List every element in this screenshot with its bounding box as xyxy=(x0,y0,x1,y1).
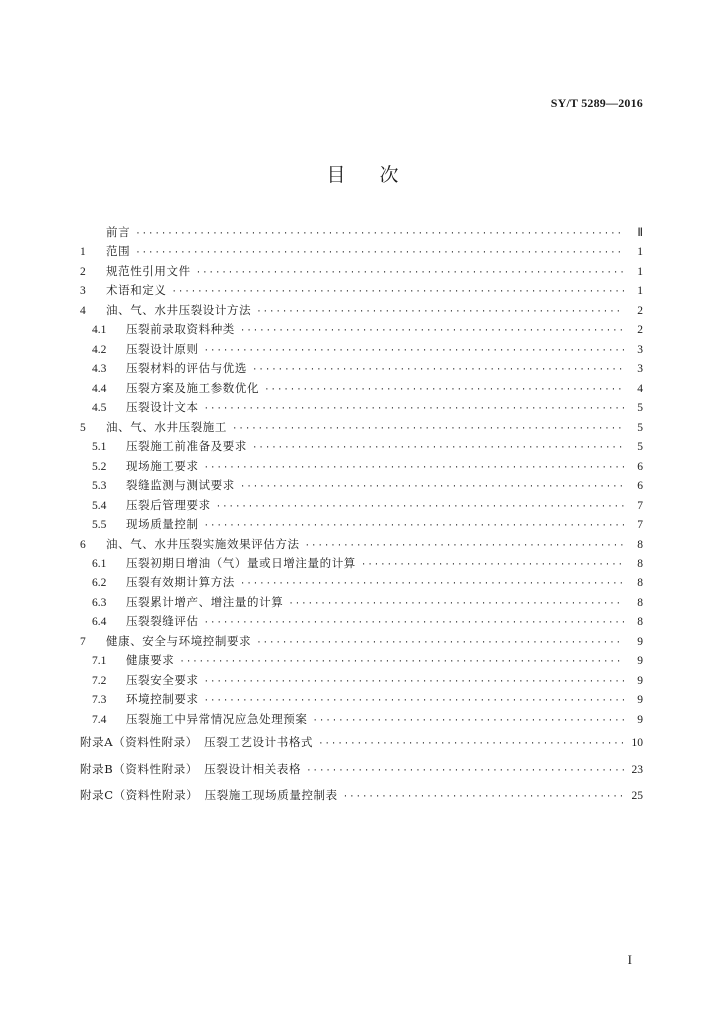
toc-text: 压裂前录取资料种类 xyxy=(126,322,235,337)
toc-leader xyxy=(318,731,624,758)
toc-text: 压裂安全要求 xyxy=(126,672,199,687)
toc-text: 附录B（资料性附录） 压裂设计相关表格 xyxy=(80,761,302,776)
toc-text: 附录C（资料性附录） 压裂施工现场质量控制表 xyxy=(80,788,338,803)
toc-text: 压裂初期日增油（气）量或日增注量的计算 xyxy=(126,555,356,570)
toc-text: 现场施工要求 xyxy=(126,458,199,473)
table-of-contents xyxy=(80,223,643,809)
toc-page: 8 xyxy=(637,596,643,609)
toc-page: 8 xyxy=(637,557,643,570)
toc-subentry[interactable] xyxy=(80,554,643,573)
toc-page: 9 xyxy=(637,655,643,668)
toc-entry[interactable] xyxy=(80,535,643,554)
toc-text: 压裂材料的评估与优选 xyxy=(126,361,247,376)
toc-page: 3 xyxy=(637,363,643,376)
toc-subentry[interactable] xyxy=(80,496,643,515)
toc-page: 7 xyxy=(637,499,643,512)
toc-subentry[interactable] xyxy=(80,612,643,631)
toc-page: 4 xyxy=(637,382,643,395)
toc-text: 油、气、水井压裂施工 xyxy=(106,419,227,434)
toc-subentry[interactable] xyxy=(80,593,643,612)
toc-text: 裂缝监测与测试要求 xyxy=(126,478,235,493)
toc-entry[interactable] xyxy=(80,301,643,320)
toc-page: 2 xyxy=(637,324,643,337)
toc-number: 4.1 xyxy=(92,324,107,337)
toc-number: 7.2 xyxy=(92,674,107,687)
toc-text: 压裂方案及施工参数优化 xyxy=(126,380,260,395)
toc-text: 压裂施工前准备及要求 xyxy=(126,439,247,454)
toc-text: 压裂裂缝评估 xyxy=(126,614,199,629)
toc-subentry[interactable] xyxy=(80,359,643,378)
toc-page: 9 xyxy=(637,713,643,726)
toc-text: 健康要求 xyxy=(126,653,175,668)
toc-page: 1 xyxy=(637,265,643,278)
toc-text: 压裂设计文本 xyxy=(126,400,199,415)
toc-subentry[interactable] xyxy=(80,651,643,670)
toc-text: 附录A（资料性附录） 压裂工艺设计书格式 xyxy=(80,735,314,750)
toc-number: 6.1 xyxy=(92,557,107,570)
toc-page: 25 xyxy=(631,790,643,803)
toc-page: 9 xyxy=(637,635,643,648)
toc-leader xyxy=(306,758,624,785)
toc-text: 术语和定义 xyxy=(106,283,167,298)
toc-page: 6 xyxy=(637,480,643,493)
toc-subentry[interactable] xyxy=(80,320,643,339)
toc-leader xyxy=(343,784,624,811)
toc-subentry[interactable] xyxy=(80,573,643,592)
toc-number: 3 xyxy=(80,285,86,298)
toc-page: 6 xyxy=(637,460,643,473)
toc-text: 压裂累计增产、增注量的计算 xyxy=(126,594,284,609)
toc-page: 5 xyxy=(637,402,643,415)
toc-number: 5.1 xyxy=(92,441,107,454)
page-number: I xyxy=(627,952,632,967)
toc-entry[interactable] xyxy=(80,242,643,261)
toc-page: Ⅱ xyxy=(637,227,643,239)
toc-text: 现场质量控制 xyxy=(126,517,199,532)
toc-page: 9 xyxy=(637,674,643,687)
toc-entry[interactable] xyxy=(80,281,643,300)
toc-number: 5.5 xyxy=(92,519,107,532)
toc-page: 5 xyxy=(637,421,643,434)
toc-page: 23 xyxy=(631,763,643,776)
toc-number: 5.4 xyxy=(92,499,107,512)
toc-number: 4.2 xyxy=(92,343,107,356)
toc-text: 环境控制要求 xyxy=(126,692,199,707)
toc-number: 4.3 xyxy=(92,363,107,376)
toc-number: 1 xyxy=(80,246,86,259)
toc-subentry[interactable] xyxy=(80,476,643,495)
toc-page: 10 xyxy=(631,737,643,750)
toc-entry[interactable] xyxy=(80,632,643,651)
toc-text: 压裂施工中异常情况应急处理预案 xyxy=(126,711,308,726)
toc-text: 健康、安全与环境控制要求 xyxy=(106,633,252,648)
toc-number: 5 xyxy=(80,421,86,434)
toc-page: 7 xyxy=(637,519,643,532)
toc-text: 规范性引用文件 xyxy=(106,263,191,278)
toc-text: 前言 xyxy=(106,225,131,239)
toc-appendix-entry[interactable] xyxy=(80,729,643,756)
toc-number: 4 xyxy=(80,304,86,317)
toc-page: 5 xyxy=(637,441,643,454)
toc-text: 范围 xyxy=(106,244,131,259)
toc-number: 7.3 xyxy=(92,694,107,707)
toc-page: 9 xyxy=(637,694,643,707)
toc-number: 5.2 xyxy=(92,460,107,473)
toc-page: 8 xyxy=(637,616,643,629)
toc-appendix-entry[interactable] xyxy=(80,756,643,783)
toc-number: 6.2 xyxy=(92,577,107,590)
standard-code: SY/T 5289—2016 xyxy=(550,96,643,110)
toc-number: 6.3 xyxy=(92,596,107,609)
toc-number: 4.4 xyxy=(92,382,107,395)
toc-subentry[interactable] xyxy=(80,710,643,729)
toc-number: 7.4 xyxy=(92,713,107,726)
toc-number: 2 xyxy=(80,265,86,278)
toc-text: 油、气、水井压裂实施效果评估方法 xyxy=(106,536,300,551)
toc-number: 4.5 xyxy=(92,402,107,415)
toc-entry[interactable] xyxy=(80,418,643,437)
toc-page: 8 xyxy=(637,538,643,551)
toc-number: 7 xyxy=(80,635,86,648)
toc-text: 压裂有效期计算方法 xyxy=(126,575,235,590)
toc-number: 6.4 xyxy=(92,616,107,629)
toc-text: 压裂设计原则 xyxy=(126,341,199,356)
toc-subentry[interactable] xyxy=(80,340,643,359)
toc-entry[interactable] xyxy=(80,262,643,281)
toc-entry[interactable] xyxy=(80,223,643,242)
toc-number: 7.1 xyxy=(92,655,107,668)
toc-number: 6 xyxy=(80,538,86,551)
toc-subentry[interactable] xyxy=(80,437,643,456)
toc-page: 1 xyxy=(637,246,643,259)
toc-text: 压裂后管理要求 xyxy=(126,497,211,512)
toc-page: 8 xyxy=(637,577,643,590)
page-title: 目次 xyxy=(326,164,433,186)
toc-subentry[interactable] xyxy=(80,379,643,398)
toc-page: 1 xyxy=(637,285,643,298)
toc-page: 2 xyxy=(637,304,643,317)
toc-appendix-entry[interactable] xyxy=(80,782,643,809)
toc-subentry[interactable] xyxy=(80,690,643,709)
toc-subentry[interactable] xyxy=(80,515,643,534)
toc-subentry[interactable] xyxy=(80,671,643,690)
toc-page: 3 xyxy=(637,343,643,356)
toc-text: 油、气、水井压裂设计方法 xyxy=(106,302,252,317)
toc-subentry[interactable] xyxy=(80,457,643,476)
toc-subentry[interactable] xyxy=(80,398,643,417)
toc-number: 5.3 xyxy=(92,480,107,493)
